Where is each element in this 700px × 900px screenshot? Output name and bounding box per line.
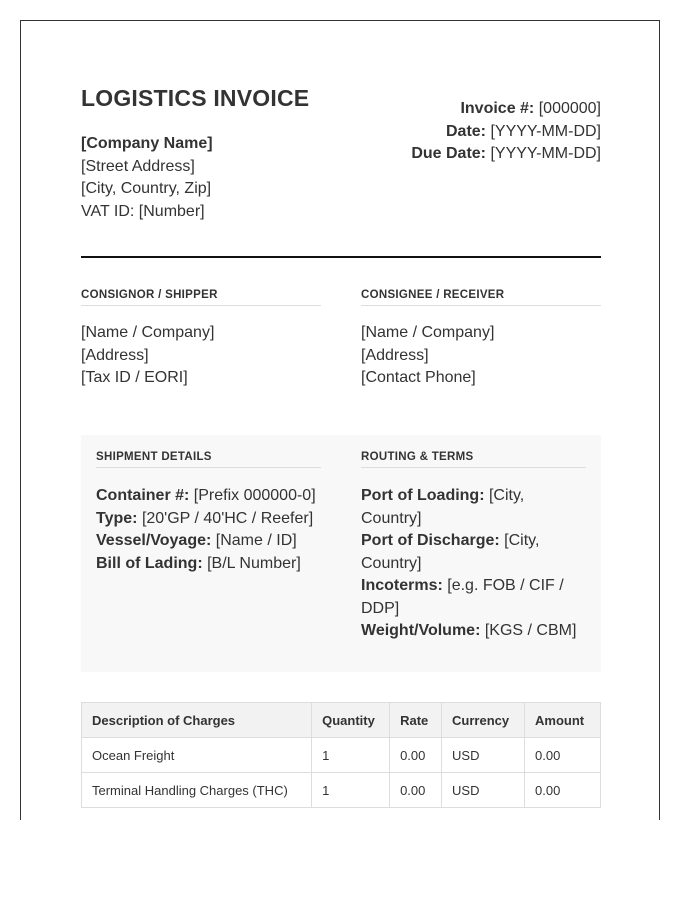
charges-table: [81, 702, 601, 808]
bol-value: [B/L Number]: [207, 554, 301, 572]
type-row: [96, 508, 321, 531]
incoterms-value: [e.g. FOB / CIF / DDP]: [361, 577, 564, 617]
incoterms-row: [361, 575, 586, 620]
header-amount: Amount: [525, 703, 601, 738]
container-label: Container #:: [96, 487, 190, 504]
container-value: [Prefix 000000-0]: [193, 487, 316, 504]
cell-quantity: 1: [312, 773, 390, 808]
consignor-heading: CONSIGNOR / SHIPPER: [81, 289, 321, 306]
table-row: [82, 738, 601, 773]
routing-heading: ROUTING & TERMS: [361, 451, 586, 468]
shipment-lines: [96, 485, 321, 575]
bol-row: [96, 553, 321, 576]
cell-amount: 0.00: [525, 773, 601, 808]
invoice-number-label: Invoice #:: [460, 100, 535, 117]
cell-rate: 0.00: [390, 773, 442, 808]
shipment-box: [81, 435, 601, 672]
invoice-due-value: [YYYY-MM-DD]: [490, 145, 601, 162]
vessel-row: [96, 530, 321, 553]
consignor-section: [81, 289, 321, 390]
consignor-tax: [Tax ID / EORI]: [81, 369, 188, 386]
invoice-date-value: [YYYY-MM-DD]: [490, 122, 601, 140]
incoterms-label: Incoterms:: [361, 577, 443, 594]
company-street: [Street Address]: [81, 157, 195, 175]
pod-row: [361, 530, 586, 575]
pol-label: Port of Loading:: [361, 487, 485, 504]
pod-value: [City, Country]: [361, 532, 540, 572]
routing-lines: [361, 485, 586, 643]
vessel-value: [Name / ID]: [215, 532, 297, 549]
pol-row: [361, 485, 586, 530]
header-currency: Currency: [442, 703, 525, 738]
vessel-label: Vessel/Voyage:: [96, 532, 212, 549]
weight-row: [361, 620, 586, 643]
weight-value: [KGS / CBM]: [484, 622, 577, 639]
cell-description: Ocean Freight: [82, 738, 312, 773]
invoice-due-label: Due Date:: [411, 145, 487, 162]
consignee-address: [Address]: [361, 346, 429, 364]
consignee-section: [361, 289, 601, 390]
company-block: [81, 133, 213, 223]
shipment-heading: SHIPMENT DETAILS: [96, 451, 321, 468]
invoice-number-value: [000000]: [538, 100, 601, 117]
pod-label: Port of Discharge:: [361, 532, 500, 549]
cell-quantity: 1: [312, 738, 390, 773]
invoice-due-row: [411, 143, 601, 166]
type-value: [20'GP / 40'HC / Reefer]: [141, 509, 314, 527]
consignor-lines: [81, 322, 321, 390]
consignee-lines: [361, 322, 601, 390]
invoice-number-row: [411, 98, 601, 121]
cell-currency: USD: [442, 773, 525, 808]
consignee-phone: [Contact Phone]: [361, 369, 476, 386]
pol-value: [City, Country]: [361, 487, 525, 527]
table-row: [82, 773, 601, 808]
charges-header-row: [82, 703, 601, 738]
company-name: [Company Name]: [81, 135, 213, 152]
consignee-heading: CONSIGNEE / RECEIVER: [361, 289, 601, 306]
cell-currency: USD: [442, 738, 525, 773]
invoice-meta: [411, 98, 601, 166]
invoice-date-row: [411, 121, 601, 144]
container-row: [96, 485, 321, 508]
company-city: [City, Country, Zip]: [81, 180, 212, 197]
weight-label: Weight/Volume:: [361, 622, 481, 639]
cell-amount: 0.00: [525, 738, 601, 773]
cell-rate: 0.00: [390, 738, 442, 773]
header-divider: [81, 256, 601, 258]
header-rate: Rate: [390, 703, 442, 738]
cell-description: Terminal Handling Charges (THC): [82, 773, 312, 808]
consignee-name: [Name / Company]: [361, 324, 495, 341]
shipment-details-section: [96, 451, 321, 575]
invoice-date-label: Date:: [446, 122, 487, 140]
company-vat: VAT ID: [Number]: [81, 202, 205, 220]
routing-section: [361, 451, 586, 643]
header-quantity: Quantity: [312, 703, 390, 738]
bol-label: Bill of Lading:: [96, 554, 203, 572]
invoice-title: LOGISTICS INVOICE: [81, 85, 310, 111]
type-label: Type:: [96, 509, 138, 527]
consignor-address: [Address]: [81, 346, 149, 364]
consignor-name: [Name / Company]: [81, 324, 215, 341]
invoice-page: [20, 20, 660, 820]
header-description: Description of Charges: [82, 703, 312, 738]
